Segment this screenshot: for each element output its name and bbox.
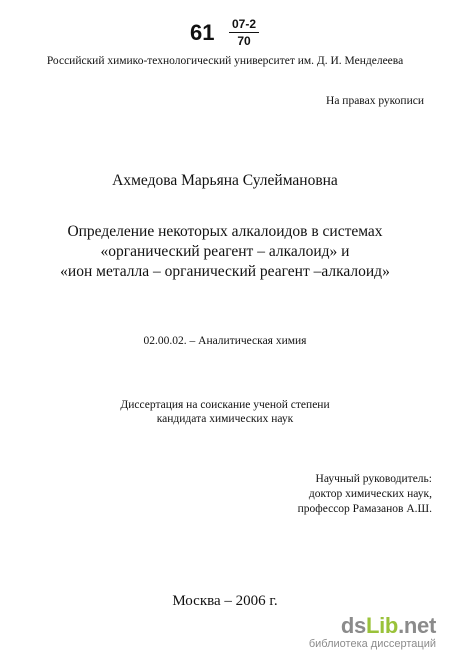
- logo-lib: Lib: [365, 613, 399, 638]
- advisor-line-2: доктор химических наук,: [308, 488, 432, 500]
- city-year: Москва – 2006 г.: [172, 593, 278, 609]
- watermark-subtitle: библиотека диссертаций: [308, 638, 436, 650]
- author-name: Ахмедова Марьяна Сулеймановна: [112, 172, 338, 189]
- advisor-line-3: профессор Рамазанов А.Ш.: [297, 503, 432, 515]
- dissertation-title: [0, 222, 450, 282]
- dslib-logo: [341, 614, 436, 638]
- stamp-fraction-top: 07-2: [231, 17, 257, 31]
- stamp-fraction-bottom: 70: [237, 34, 251, 48]
- stamp-fraction-bar: [229, 32, 259, 33]
- stamp-number: 61: [190, 20, 215, 45]
- degree-statement: [0, 398, 450, 426]
- stamp-fraction: [229, 17, 259, 48]
- manuscript-rights: На правах рукописи: [326, 95, 424, 107]
- logo-net: .net: [398, 613, 436, 638]
- advisor-line-1: Научный руководитель:: [315, 473, 432, 485]
- degree-line-2: кандидата химических наук: [156, 413, 294, 425]
- title-line-2: «органический реагент – алкалоид» и: [100, 243, 350, 260]
- university-name: Российский химико-технологический университет им. Д. И. Менделеева: [46, 55, 404, 67]
- title-line-3: «ион металла – органический реагент –алкалоид»: [60, 263, 390, 280]
- specialty-code: 02.00.02. – Аналитическая химия: [143, 335, 307, 347]
- dslib-watermark: [308, 613, 436, 652]
- scientific-advisor: [298, 472, 432, 517]
- degree-line-1: Диссертация на соискание ученой степени: [120, 399, 330, 411]
- title-line-1: Определение некоторых алкалоидов в системах: [67, 223, 383, 240]
- logo-ds: ds: [340, 613, 366, 638]
